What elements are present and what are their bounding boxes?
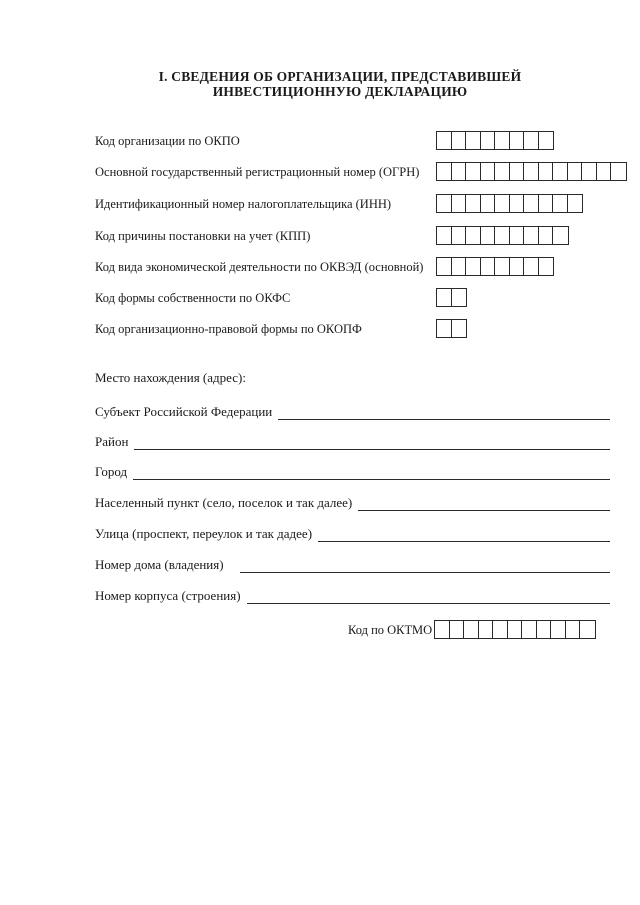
address-settlement-label: Населенный пункт (село, поселок и так далее): [95, 495, 358, 511]
code-cell[interactable]: [452, 195, 467, 212]
code-cell[interactable]: [510, 227, 525, 244]
code-cell[interactable]: [524, 163, 539, 180]
code-cell[interactable]: [510, 163, 525, 180]
address-street-label: Улица (проспект, переулок и так дадее): [95, 526, 318, 542]
code-cell[interactable]: [508, 621, 523, 638]
okved-cells[interactable]: [436, 257, 554, 276]
okved-label: Код вида экономической деятельности по ОКВЭД (основной): [95, 260, 424, 274]
code-cell[interactable]: [582, 163, 597, 180]
address-house-label: Номер дома (владения): [95, 557, 230, 573]
address-subject-row: [95, 402, 615, 422]
code-cell[interactable]: [452, 132, 467, 149]
code-cell[interactable]: [524, 132, 539, 149]
code-cell[interactable]: [553, 227, 568, 244]
code-cell[interactable]: [495, 258, 510, 275]
code-cell[interactable]: [566, 621, 581, 638]
code-cell[interactable]: [524, 195, 539, 212]
code-cell[interactable]: [481, 195, 496, 212]
kpp-label: Код причины постановки на учет (КПП): [95, 229, 311, 243]
code-cell[interactable]: [553, 163, 568, 180]
section-title-line-1: I. СВЕДЕНИЯ ОБ ОРГАНИЗАЦИИ, ПРЕДСТАВИВШЕЙ: [158, 69, 522, 84]
okopf-cells[interactable]: [436, 319, 467, 338]
oktmo-cells[interactable]: [434, 620, 596, 639]
code-cell[interactable]: [450, 621, 465, 638]
code-cell[interactable]: [493, 621, 508, 638]
code-cell[interactable]: [539, 163, 554, 180]
address-building-field[interactable]: [243, 603, 610, 604]
code-cell[interactable]: [580, 621, 595, 638]
code-cell[interactable]: [466, 195, 481, 212]
code-cell[interactable]: [524, 227, 539, 244]
code-cell[interactable]: [481, 132, 496, 149]
code-cell[interactable]: [452, 258, 467, 275]
code-cell[interactable]: [481, 227, 496, 244]
address-house-row: [95, 555, 615, 575]
address-subject-field[interactable]: [276, 419, 610, 420]
ogrn-label: Основной государственный регистрационный номер (ОГРН): [95, 165, 420, 179]
code-cell[interactable]: [464, 621, 479, 638]
code-cell[interactable]: [452, 289, 467, 306]
code-cell[interactable]: [452, 163, 467, 180]
code-cell[interactable]: [466, 227, 481, 244]
code-cell[interactable]: [510, 132, 525, 149]
code-cell[interactable]: [452, 227, 467, 244]
code-cell[interactable]: [437, 289, 452, 306]
code-cell[interactable]: [539, 132, 554, 149]
code-cell[interactable]: [537, 621, 552, 638]
address-settlement-row: [95, 493, 615, 513]
address-heading: Место нахождения (адрес):: [95, 370, 246, 385]
code-cell[interactable]: [466, 258, 481, 275]
code-cell[interactable]: [437, 320, 452, 337]
address-subject-label: Субъект Российской Федерации: [95, 404, 278, 420]
address-city-field[interactable]: [131, 479, 610, 480]
code-cell[interactable]: [551, 621, 566, 638]
okpo-label: Код организации по ОКПО: [95, 134, 240, 148]
address-settlement-field[interactable]: [353, 510, 610, 511]
code-cell[interactable]: [495, 163, 510, 180]
code-cell[interactable]: [524, 258, 539, 275]
okfs-cells[interactable]: [436, 288, 467, 307]
okpo-cells[interactable]: [436, 131, 554, 150]
section-title-line-2: ИНВЕСТИЦИОННУЮ ДЕКЛАРАЦИЮ: [212, 84, 468, 99]
code-cell[interactable]: [466, 163, 481, 180]
code-cell[interactable]: [481, 258, 496, 275]
address-building-row: [95, 586, 615, 606]
code-cell[interactable]: [510, 195, 525, 212]
code-cell[interactable]: [539, 227, 554, 244]
code-cell[interactable]: [597, 163, 612, 180]
code-cell[interactable]: [539, 195, 554, 212]
okfs-label: Код формы собственности по ОКФС: [95, 291, 291, 305]
code-cell[interactable]: [437, 227, 452, 244]
address-district-row: [95, 432, 615, 452]
address-building-label: Номер корпуса (строения): [95, 588, 247, 604]
code-cell[interactable]: [611, 163, 626, 180]
code-cell[interactable]: [435, 621, 450, 638]
address-city-row: [95, 462, 615, 482]
address-district-field[interactable]: [133, 449, 610, 450]
okopf-label: Код организационно-правовой формы по ОКОПФ: [95, 322, 362, 336]
code-cell[interactable]: [495, 132, 510, 149]
code-cell[interactable]: [510, 258, 525, 275]
code-cell[interactable]: [466, 132, 481, 149]
code-cell[interactable]: [437, 132, 452, 149]
code-cell[interactable]: [522, 621, 537, 638]
oktmo-label: Код по ОКТМО: [348, 623, 433, 637]
code-cell[interactable]: [568, 195, 583, 212]
address-house-field[interactable]: [240, 572, 610, 573]
ogrn-cells[interactable]: [436, 162, 627, 181]
code-cell[interactable]: [495, 195, 510, 212]
code-cell[interactable]: [452, 320, 467, 337]
code-cell[interactable]: [479, 621, 494, 638]
address-district-label: Район: [95, 434, 134, 450]
code-cell[interactable]: [481, 163, 496, 180]
code-cell[interactable]: [568, 163, 583, 180]
code-cell[interactable]: [495, 227, 510, 244]
code-cell[interactable]: [553, 195, 568, 212]
address-street-row: [95, 524, 615, 544]
code-cell[interactable]: [437, 258, 452, 275]
code-cell[interactable]: [539, 258, 554, 275]
inn-label: Идентификационный номер налогоплательщика (ИНН): [95, 197, 392, 211]
kpp-cells[interactable]: [436, 226, 569, 245]
code-cell[interactable]: [437, 163, 452, 180]
code-cell[interactable]: [437, 195, 452, 212]
inn-cells[interactable]: [436, 194, 583, 213]
address-city-label: Город: [95, 464, 133, 480]
address-street-field[interactable]: [318, 541, 610, 542]
